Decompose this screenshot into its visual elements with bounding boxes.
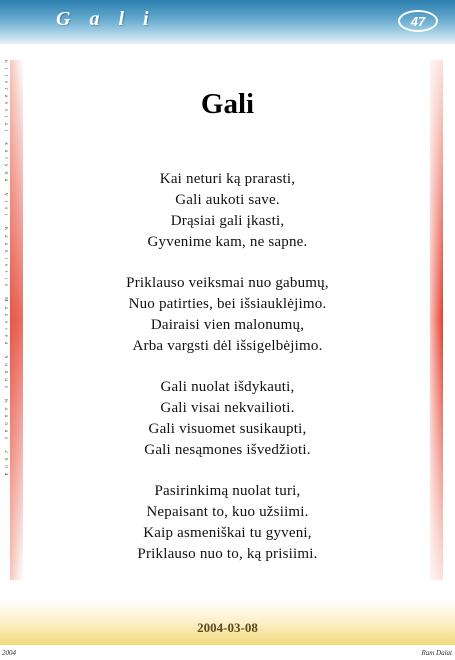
footer-year: 2004 xyxy=(2,649,16,657)
poem-line: Nepaisant to, kuo užsiimi. xyxy=(146,504,309,520)
poem-line: Nuo patirties, bei išsiauklėjimo. xyxy=(128,296,327,312)
poem-title: Gali xyxy=(200,88,255,120)
poem-line: Priklauso veiksmai nuo gabumų, xyxy=(126,275,329,291)
stanza xyxy=(60,273,395,357)
footer-author: Ram Dalat xyxy=(421,649,452,657)
poem-line: Gyvenime kam, ne sapne. xyxy=(147,234,308,250)
poem-line: Gali visuomet susikaupti, xyxy=(148,421,307,437)
page-number: 47 xyxy=(410,13,426,29)
left-bar-gradient xyxy=(10,60,23,580)
right-decorative-bar xyxy=(430,60,443,580)
poem-line: Gali nesąmones išvedžioti. xyxy=(144,442,311,458)
poem-line: Gali aukoti save. xyxy=(175,192,280,208)
poem-line: Kaip asmeniškai tu gyveni, xyxy=(143,525,312,541)
stanza xyxy=(60,481,395,565)
poem-body xyxy=(60,169,395,585)
poem-line: Dairaisi vien malonumų, xyxy=(150,317,305,333)
stanza xyxy=(60,377,395,461)
poem-line: Pasirinkimą nuolat turi, xyxy=(154,483,301,499)
poem-line: Gali nuolat išdykauti, xyxy=(160,379,295,395)
header-banner xyxy=(0,0,455,44)
left-decorative-bar xyxy=(10,60,23,580)
poem-line: Priklauso nuo to, ką prisiimi. xyxy=(137,546,318,562)
poem-line: Drąsiai gali įkasti, xyxy=(170,213,285,229)
side-vertical-text: Eilėraščiai kūryba Visi Kaunietis Mažeiva Sūnus Kaunas 2004 xyxy=(3,60,8,481)
poem-line: Kai neturi ką prarasti, xyxy=(159,171,296,187)
header-title: G a l i xyxy=(56,8,156,30)
page-number-badge xyxy=(398,10,438,32)
stanza xyxy=(60,169,395,253)
footer-date: 2004-03-08 xyxy=(197,620,258,635)
poem-line: Arba vargsti dėl išsigelbėjimo. xyxy=(132,338,323,354)
poem-line: Gali visai nekvailioti. xyxy=(160,400,295,416)
